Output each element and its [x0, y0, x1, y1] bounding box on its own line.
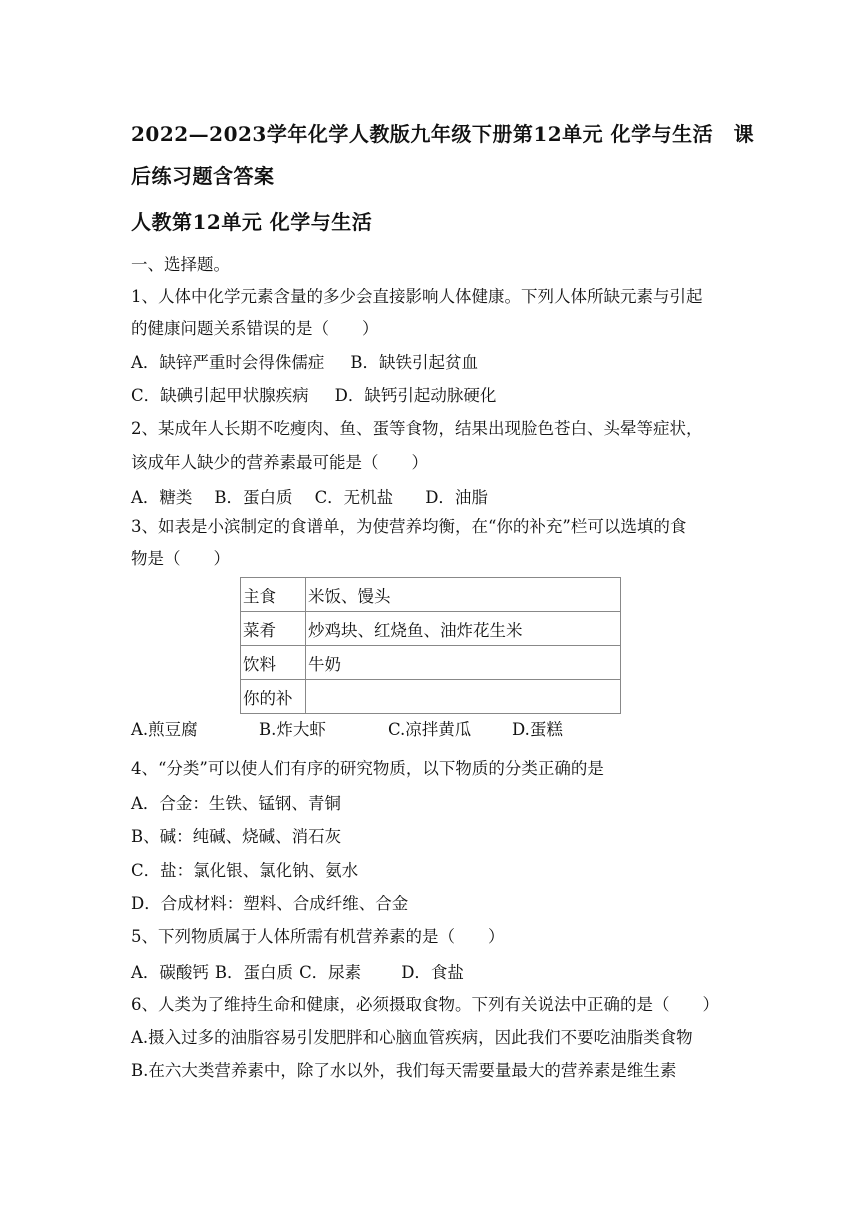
document-title-line-1: 2022—2023学年化学人教版九年级下册第12单元 化学与生活 课: [131, 122, 755, 146]
q3-option-b: B.炸大虾: [259, 720, 326, 739]
q4-option-b: B、碱：纯碱、烧碱、消石灰: [131, 827, 342, 846]
q6-stem: 6、人类为了维持生命和健康，必须摄取食物。下列有关说法中正确的是（ ）: [131, 995, 719, 1014]
table-row: [241, 578, 621, 612]
q1-stem-line-2: 的健康问题关系错误的是（ ）: [131, 319, 379, 338]
table-cell-items: [306, 680, 621, 714]
table-cell-category: 主食: [241, 578, 306, 612]
table-row: [241, 612, 621, 646]
q2-stem-line-2: 该成年人缺少的营养素最可能是（ ）: [131, 453, 428, 472]
q4-option-a: A．合金：生铁、锰钢、青铜: [131, 794, 341, 813]
q2-option-b: B．蛋白质: [214, 488, 293, 507]
document-subtitle: 人教第12单元 化学与生活: [131, 210, 373, 234]
document-title-line-2: 后练习题含答案: [131, 164, 275, 188]
q6-option-a: A.摄入过多的油脂容易引发肥胖和心脑血管疾病，因此我们不要吃油脂类食物: [131, 1028, 693, 1047]
q4-stem: 4、“分类”可以使人们有序的研究物质，以下物质的分类正确的是: [131, 759, 604, 778]
q2-option-c: C．无机盐: [314, 488, 394, 507]
q1-options-row-1: [131, 349, 478, 373]
table-cell-category: 菜肴: [241, 612, 306, 646]
q3-option-c: C.凉拌黄瓜: [388, 720, 472, 739]
q1-stem-line-1: 1、人体中化学元素含量的多少会直接影响人体健康。下列人体所缺元素与引起: [131, 287, 703, 306]
table-cell-category: 你的补: [241, 680, 306, 714]
q3-stem-line-1: 3、如表是小滨制定的食谱单，为使营养均衡，在“你的补充”栏可以选填的食: [131, 517, 687, 536]
q2-stem-line-1: 2、某成年人长期不吃瘦肉、鱼、蛋等食物，结果出现脸色苍白、头晕等症状，: [131, 419, 703, 438]
q1-option-c: C．缺碘引起甲状腺疾病: [131, 386, 309, 405]
menu-table: [240, 577, 621, 714]
q2-options-row: [131, 484, 488, 508]
q1-options-row-2: [131, 382, 496, 406]
q4-option-d: D．合成材料：塑料、合成纤维、合金: [131, 894, 409, 913]
table-cell-category: 饮料: [241, 646, 306, 680]
q5-option-b: B．蛋白质: [214, 963, 294, 982]
table-row: [241, 680, 621, 714]
q5-option-d: D．食盐: [401, 963, 464, 982]
q6-option-b: B.在六大类营养素中，除了水以外，我们每天需要量最大的营养素是维生素: [131, 1061, 677, 1080]
section-heading: 一、选择题。: [131, 255, 230, 274]
q5-option-c: C．尿素: [299, 963, 362, 982]
q3-option-d: D.蛋糕: [512, 720, 563, 739]
table-cell-items: 米饭、馒头: [306, 578, 621, 612]
q5-options-row: [131, 959, 464, 983]
q1-option-d: D．缺钙引起动脉硬化: [334, 386, 497, 405]
q2-option-a: A．糖类: [131, 488, 193, 507]
table-cell-items: 炒鸡块、红烧鱼、油炸花生米: [306, 612, 621, 646]
q2-option-d: D．油脂: [425, 488, 488, 507]
q4-option-c: C．盐：氯化银、氯化钠、氨水: [131, 861, 359, 880]
q1-option-a: A．缺锌严重时会得侏儒症: [131, 353, 325, 372]
q5-option-a: A．碳酸钙: [131, 963, 209, 982]
q3-option-a: A.煎豆腐: [131, 720, 198, 739]
q3-stem-line-2: 物是（ ）: [131, 549, 230, 568]
q1-option-b: B．缺铁引起贫血: [350, 353, 479, 372]
q3-options-row: [131, 716, 563, 740]
q5-stem: 5、下列物质属于人体所需有机营养素的是（ ）: [131, 927, 505, 946]
table-row: [241, 646, 621, 680]
table-cell-items: 牛奶: [306, 646, 621, 680]
